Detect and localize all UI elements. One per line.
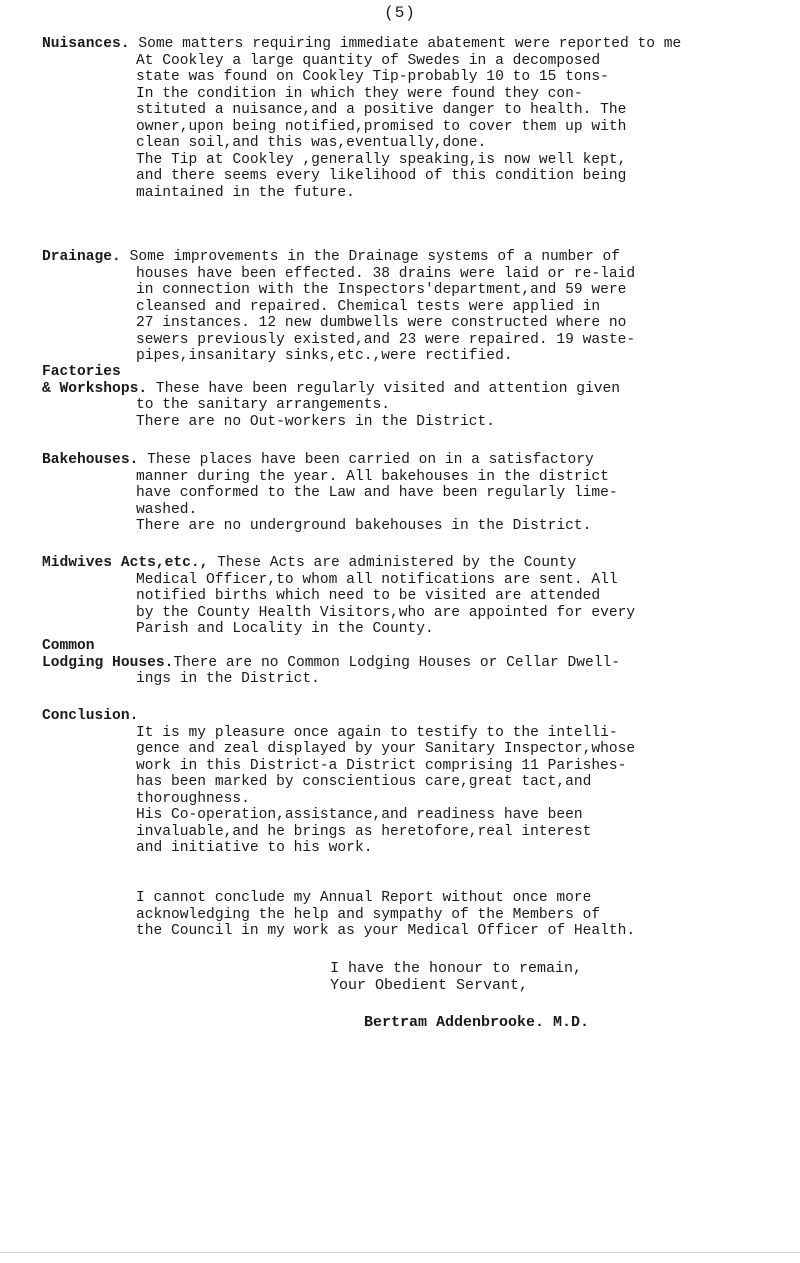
nuisances-heading: Nuisances. [42,36,130,52]
workshops-heading: & Workshops. [42,380,148,397]
nuisances-line: owner,upon being notified,promised to cover them up with [136,118,627,135]
factories-line: to the sanitary arrangements. [136,397,390,413]
bakehouses-line: manner during the year. All bakehouses in the district [136,468,609,485]
conclusion-line: and initiative to his work. [136,840,373,856]
midwives-line: notified births which need to be visited are attended [136,588,601,604]
closing-line: acknowledging the help and sympathy of the Members of [136,906,601,923]
drainage-line: pipes,insanitary sinks,etc.,were rectified. [136,348,513,364]
bakehouses-section [42,452,782,535]
closing-line: the Council in my work as your Medical Officer of Health. [136,923,636,939]
nuisances-line: clean soil,and this was,eventually,done. [136,135,487,151]
page-number: (5) [384,4,416,22]
closing-paragraph [42,890,782,940]
conclusion-line: gence and zeal displayed by your Sanitary Inspector,whose [136,741,636,757]
conclusion-line: His Co-operation,assistance,and readiness have been [136,807,583,823]
bakehouses-line: There are no underground bakehouses in the District. [136,518,592,534]
bakehouses-line: These places have been carried on in a satisfactory [147,452,594,468]
conclusion-line: It is my pleasure once again to testify to the intelli- [136,724,618,741]
nuisances-line: maintained in the future. [136,184,355,201]
drainage-line: in connection with the Inspectors'department,and 59 were [136,282,627,298]
conclusion-heading: Conclusion. [42,708,139,724]
lodging-section [42,638,782,688]
drainage-heading: Drainage. [42,249,121,265]
nuisances-line: In the condition in which they were found they con- [136,85,583,102]
midwives-section [42,555,782,638]
signature: Bertram Addenbrooke. M.D. [364,1014,590,1031]
closing-line: I cannot conclude my Annual Report without once more [136,890,592,906]
conclusion-line: has been marked by conscientious care,great tact,and [136,774,592,790]
lodging-houses-heading: Lodging Houses. [42,654,174,671]
drainage-line: 27 instances. 12 new dumbwells were constructed where no [136,315,627,331]
conclusion-line: work in this District-a District comprising 11 Parishes- [136,757,627,774]
midwives-line: Medical Officer,to whom all notifications are sent. All [136,571,618,588]
conclusion-line: thoroughness. [136,790,250,807]
page-bottom-edge [0,1252,800,1253]
bakehouses-heading: Bakehouses. [42,452,139,468]
lodging-line: ings in the District. [136,671,320,687]
drainage-section [42,249,782,365]
nuisances-line: The Tip at Cookley ,generally speaking,is now well kept, [136,151,627,168]
factories-line: These have been regularly visited and attention given [155,380,621,397]
lodging-line: There are no Common Lodging Houses or Cellar Dwell- [173,654,621,671]
factories-line: There are no Out-workers in the District. [136,413,496,430]
midwives-line: Parish and Locality in the County. [136,621,434,637]
drainage-line: cleansed and repaired. Chemical tests were applied in [136,298,601,315]
drainage-line: Some improvements in the Drainage systems of a number of [129,249,621,265]
drainage-line: houses have been effected. 38 drains were laid or re-laid [136,265,636,282]
lodging-heading: Common [42,638,95,654]
bakehouses-line: have conformed to the Law and have been regularly lime- [136,485,618,501]
factories-section [42,364,782,430]
midwives-line: by the County Health Visitors,who are appointed for every [136,604,636,621]
conclusion-section [42,708,782,857]
nuisances-line: and there seems every likelihood of this condition being [136,168,627,184]
signoff-line-2: Your Obedient Servant, [330,977,529,994]
conclusion-line: invaluable,and he brings as heretofore,real interest [136,823,592,840]
nuisances-line: stituted a nuisance,and a positive danger to health. The [136,102,627,118]
factories-heading: Factories [42,364,121,380]
nuisances-line: At Cookley a large quantity of Swedes in a decomposed [136,52,601,69]
nuisances-section [42,36,782,201]
midwives-heading: Midwives Acts,etc., [42,555,209,571]
midwives-line: These Acts are administered by the County [217,555,577,571]
bakehouses-line: washed. [136,501,198,518]
signoff-line-1: I have the honour to remain, [330,960,583,977]
nuisances-line: Some matters requiring immediate abatement were reported to me [138,36,682,52]
drainage-line: sewers previously existed,and 23 were repaired. 19 waste- [136,331,636,348]
nuisances-line: state was found on Cookley Tip-probably 10 to 15 tons- [136,69,609,85]
